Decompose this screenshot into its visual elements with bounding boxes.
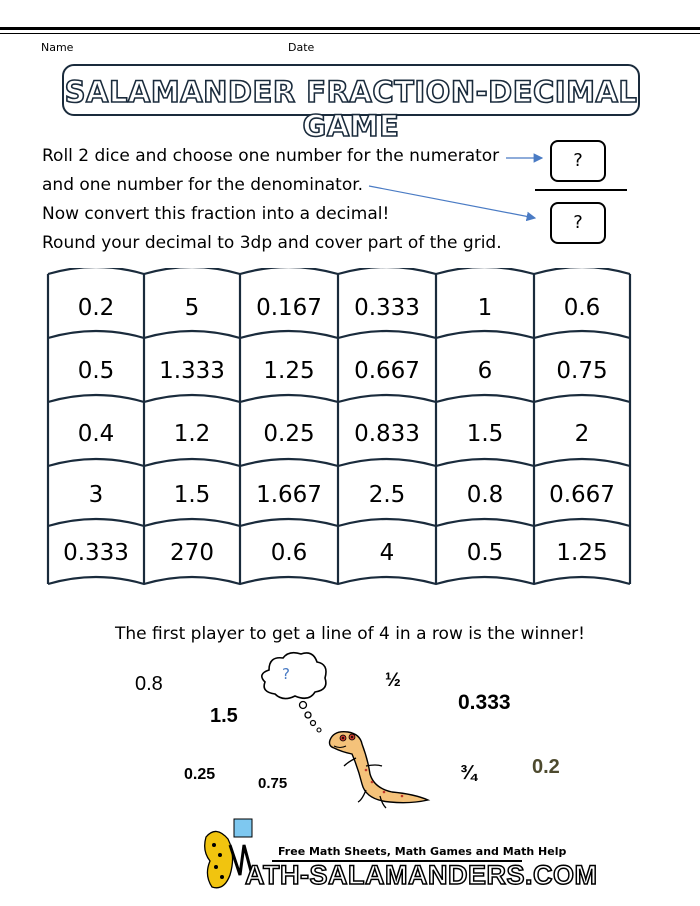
- arrow-to-denominator: [369, 186, 535, 218]
- grid-cell: 6: [477, 358, 493, 384]
- salamander-illustration: [322, 722, 434, 810]
- instruction-line-2: and one number for the denominator.: [42, 175, 364, 195]
- instruction-line-1: Roll 2 dice and choose one number for the numerator: [42, 146, 500, 166]
- grid-cell: 1.5: [173, 482, 211, 508]
- grid-cell: 0.25: [263, 421, 315, 447]
- grid-cell: 0.6: [270, 540, 308, 566]
- grid-cell: 2.5: [368, 482, 406, 508]
- grid-cell: 0.333: [63, 540, 129, 566]
- grid-cell: 0.6: [563, 295, 601, 321]
- grid-cell: 1.2: [173, 421, 211, 447]
- grid-cell: 1.25: [263, 358, 315, 384]
- denominator-box: ?: [550, 202, 606, 244]
- fraction-bar: [535, 189, 627, 191]
- floating-number: 1.5: [210, 705, 238, 727]
- grid-cell: 0.167: [256, 295, 322, 321]
- page-title: SALAMANDER FRACTION-DECIMAL GAME: [64, 75, 638, 143]
- floating-number: ¾: [460, 762, 477, 784]
- grid-cell: 3: [88, 482, 104, 508]
- grid-cell: 0.8: [466, 482, 504, 508]
- winner-instruction: The first player to get a line of 4 in a row is the winner!: [115, 624, 585, 644]
- grid-cell: 0.333: [354, 295, 420, 321]
- floating-number: ½: [385, 670, 401, 691]
- game-grid: [46, 268, 632, 588]
- grid-cell: 4: [379, 540, 395, 566]
- grid-cell: 5: [184, 295, 200, 321]
- grid-cell: 0.833: [354, 421, 420, 447]
- name-label: Name: [41, 41, 74, 54]
- instruction-line-4: Round your decimal to 3dp and cover part of the grid.: [42, 233, 502, 253]
- grid-cell: 0.667: [354, 358, 420, 384]
- floating-number: 0.2: [532, 756, 560, 778]
- grid-cell: 1: [477, 295, 493, 321]
- instruction-line-3: Now convert this fraction into a decimal!: [42, 204, 390, 224]
- thought-bubble-question: ?: [282, 665, 290, 683]
- floating-number: 0.8: [135, 673, 163, 695]
- footer-logo-text: ATH-SALAMANDERS.COM: [245, 860, 598, 890]
- grid-cell: 0.75: [556, 358, 608, 384]
- floating-number: 0.333: [458, 691, 511, 714]
- numerator-box: ?: [550, 140, 606, 182]
- grid-cell: 0.2: [77, 295, 115, 321]
- grid-cell: 2: [574, 421, 590, 447]
- grid-cell: 0.4: [77, 421, 115, 447]
- grid-cell: 1.667: [256, 482, 322, 508]
- grid-cell: 0.5: [466, 540, 504, 566]
- footer-tagline: Free Math Sheets, Math Games and Math Help: [278, 845, 567, 858]
- grid-cell: 0.667: [549, 482, 615, 508]
- grid-cell: 1.25: [556, 540, 608, 566]
- grid-cell: 1.5: [466, 421, 504, 447]
- grid-cell: 1.333: [159, 358, 225, 384]
- grid-cell: 0.5: [77, 358, 115, 384]
- date-label: Date: [288, 41, 315, 54]
- floating-number: 0.25: [184, 766, 216, 783]
- grid-cell: 270: [170, 540, 214, 566]
- floating-number: 0.75: [258, 775, 288, 792]
